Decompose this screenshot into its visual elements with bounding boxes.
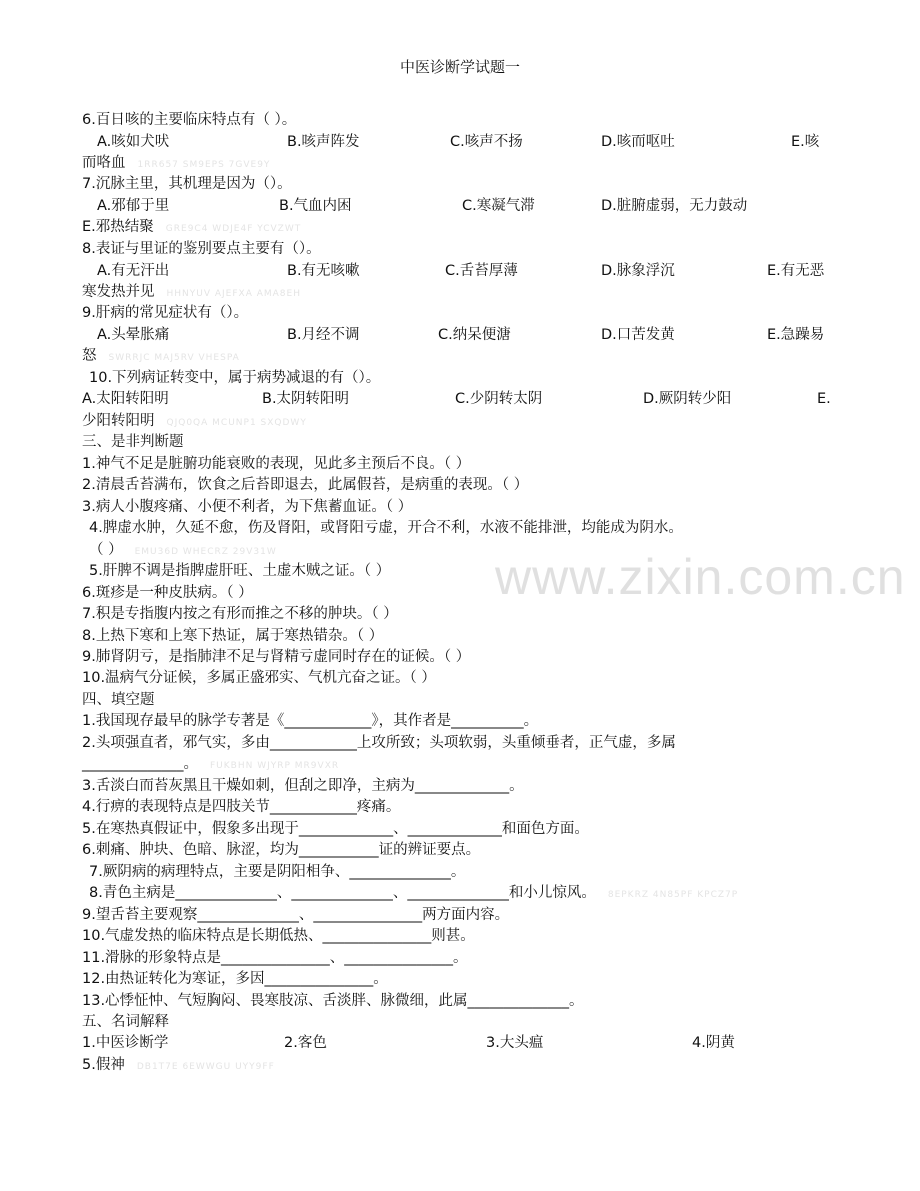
q6-option-e: E.咳 — [791, 134, 820, 150]
q9-option-c: C.纳呆便溏 — [438, 327, 511, 343]
q7-option-e-line — [82, 217, 301, 237]
fill-item: 11.滑脉的形象特点是_______________、_______________。 — [82, 950, 468, 966]
tf-item: 4.脾虚水肿，久延不愈，伤及肾阳，或肾阳亏虚，开合不利，水液不能排泄，均能成为阴水。 — [89, 520, 683, 536]
term-item-5-text: 5.假神 — [82, 1057, 125, 1073]
term-item-5 — [82, 1055, 275, 1075]
q8-stem: 8.表证与里证的鉴别要点主要有（）。 — [82, 241, 321, 257]
ghost-text: QJQ0QA MCUNP1 SXQDWY — [166, 418, 307, 428]
q9-continuation — [82, 346, 240, 366]
ghost-text: HHNYUV AJEFXA AMA8EH — [166, 289, 301, 299]
section-4-heading: 四、填空题 — [82, 692, 155, 708]
tf-item: 8.上热下寒和上寒下热证，属于寒热错杂。（ ） — [82, 628, 384, 644]
fill-item: 3.舌淡白而苔灰黑且干燥如刺，但刮之即净，主病为_____________。 — [82, 778, 524, 794]
q6-continuation-text: 而咯血 — [82, 155, 126, 171]
term-item: 3.大头瘟 — [486, 1035, 544, 1051]
tf-item: 9.肺肾阴亏，是指肺津不足与肾精亏虚同时存在的证候。（ ） — [82, 649, 471, 665]
q8-option-e: E.有无恶 — [767, 263, 825, 279]
q7-option-b: B.气血内困 — [279, 198, 352, 214]
fill-item: 5.在寒热真假证中，假象多出现于_____________、_____________和面色方面。 — [82, 821, 589, 837]
q9-option-a: A.头晕胀痛 — [97, 327, 170, 343]
q7-stem: 7.沉脉主里，其机理是因为（）。 — [82, 176, 292, 192]
q10-option-b: B.太阴转阳明 — [262, 391, 350, 407]
fill-item: 1.我国现存最早的脉学专著是《____________》，其作者是__________。 — [82, 713, 539, 729]
tf-item: 2.清晨舌苔满布，饮食之后苔即退去，此属假苔，是病重的表现。（ ） — [82, 477, 529, 493]
q7-option-e: E.邪热结聚 — [82, 219, 154, 235]
q8-continuation-text: 寒发热并见 — [82, 284, 155, 300]
fill-item: 7.厥阴病的病理特点，主要是阴阳相争、______________。 — [89, 864, 466, 880]
tf-item: 6.斑疹是一种皮肤病。（ ） — [82, 585, 253, 601]
q10-option-a: A.太阳转阳明 — [82, 391, 169, 407]
q6-option-a: A.咳如犬吠 — [97, 134, 170, 150]
q9-option-b: B.月经不调 — [287, 327, 360, 343]
q9-option-d: D.口苦发黄 — [601, 327, 675, 343]
page-title: 中医诊断学试题一 — [399, 58, 520, 76]
fill-item-8 — [89, 883, 738, 903]
q6-continuation — [82, 153, 270, 173]
tf-item: 5.肝脾不调是指脾虚肝旺、土虚木贼之证。（ ） — [89, 563, 391, 579]
ghost-text: DB1T7E 6EWWGU UYY9FF — [136, 1062, 275, 1072]
tf-item: 1.神气不足是脏腑功能衰败的表现，见此多主预后不良。（ ） — [82, 456, 471, 472]
ghost-text: 8EPKRZ 4N85PF KPCZ7P — [607, 890, 739, 900]
q6-option-d: D.咳而呕吐 — [601, 134, 675, 150]
fill-item: 4.行痹的表现特点是四肢关节____________疼痛。 — [82, 799, 401, 815]
q8-continuation — [82, 282, 301, 302]
tf-item: 10.温病气分证候，多属正盛邪实、气机亢奋之证。（ ） — [82, 670, 436, 686]
q10-option-c: C.少阴转太阴 — [455, 391, 543, 407]
q6-option-c: C.咳声不扬 — [450, 134, 523, 150]
tf-item: 3.病人小腹疼痛、小便不利者，为下焦蓄血证。（ ） — [82, 499, 413, 515]
q8-option-c: C.舌苔厚薄 — [445, 263, 518, 279]
fill-item-continuation-text: ______________。 — [82, 756, 198, 772]
term-item: 1.中医诊断学 — [82, 1035, 169, 1051]
fill-item: 12.由热证转化为寒证，多因_______________。 — [82, 971, 388, 987]
q8-option-a: A.有无汗出 — [97, 263, 170, 279]
tf-item-bracket — [89, 540, 277, 560]
fill-item: 10.气虚发热的临床特点是长期低热、_______________则甚。 — [82, 928, 475, 944]
q7-option-d: D.脏腑虚弱，无力鼓动 — [601, 198, 748, 214]
fill-item: 6.刺痛、肿块、色暗、脉涩，均为___________证的辨证要点。 — [82, 842, 481, 858]
term-item: 4.阴黄 — [692, 1035, 735, 1051]
fill-item: 2.头项强直者，邪气实，多由____________上攻所致；头项软弱，头重倾垂者，正气虚，多属 — [82, 735, 676, 751]
q10-continuation — [82, 411, 307, 431]
ghost-text: EMU36D WHECRZ 29V31W — [134, 547, 277, 557]
q9-continuation-text: 怒 — [82, 348, 97, 364]
tf-item: 7.积是专指腹内按之有形而推之不移的肿块。（ ） — [82, 606, 398, 622]
ghost-text: 1RR657 SM9EPS 7GVE9Y — [137, 160, 271, 170]
q8-option-b: B.有无咳嗽 — [287, 263, 360, 279]
fill-item-8-text: 8.青色主病是______________、______________、______________和小儿惊风。 — [89, 885, 596, 901]
term-item: 2.客色 — [284, 1035, 327, 1051]
ghost-text: FUKBHN WJYRP MR9VXR — [210, 761, 340, 771]
fill-item: 13.心悸怔忡、气短胸闷、畏寒肢凉、舌淡胖、脉微细，此属______________。 — [82, 993, 584, 1009]
q10-stem: 10.下列病证转变中，属于病势减退的有（）。 — [89, 370, 381, 386]
section-3-heading: 三、是非判断题 — [82, 434, 184, 450]
ghost-text: SWRRJC MAJ5RV VHESPA — [108, 353, 240, 363]
ghost-text: GRE9C4 WDJE4F YCVZWT — [165, 224, 302, 234]
q9-option-e: E.急躁易 — [767, 327, 825, 343]
q9-stem: 9.肝病的常见症状有（）。 — [82, 305, 249, 321]
section-5-heading: 五、名词解释 — [82, 1014, 169, 1030]
q10-option-d: D.厥阴转少阳 — [643, 391, 732, 407]
q7-option-a: A.邪郁于里 — [97, 198, 170, 214]
q8-option-d: D.脉象浮沉 — [601, 263, 675, 279]
fill-item: 9.望舌苔主要观察______________、_______________两方面内容。 — [82, 907, 510, 923]
q6-option-b: B.咳声阵发 — [287, 134, 360, 150]
tf-item-bracket-text: （ ） — [89, 542, 123, 558]
q10-continuation-text: 少阳转阳明 — [82, 413, 155, 429]
fill-item-continuation — [82, 754, 339, 774]
q7-option-c: C.寒凝气滞 — [462, 198, 535, 214]
q10-option-e: E. — [817, 391, 831, 407]
q6-stem: 6.百日咳的主要临床特点有（ ）。 — [82, 112, 297, 128]
site-watermark: www.zixin.com.cn — [495, 549, 906, 605]
